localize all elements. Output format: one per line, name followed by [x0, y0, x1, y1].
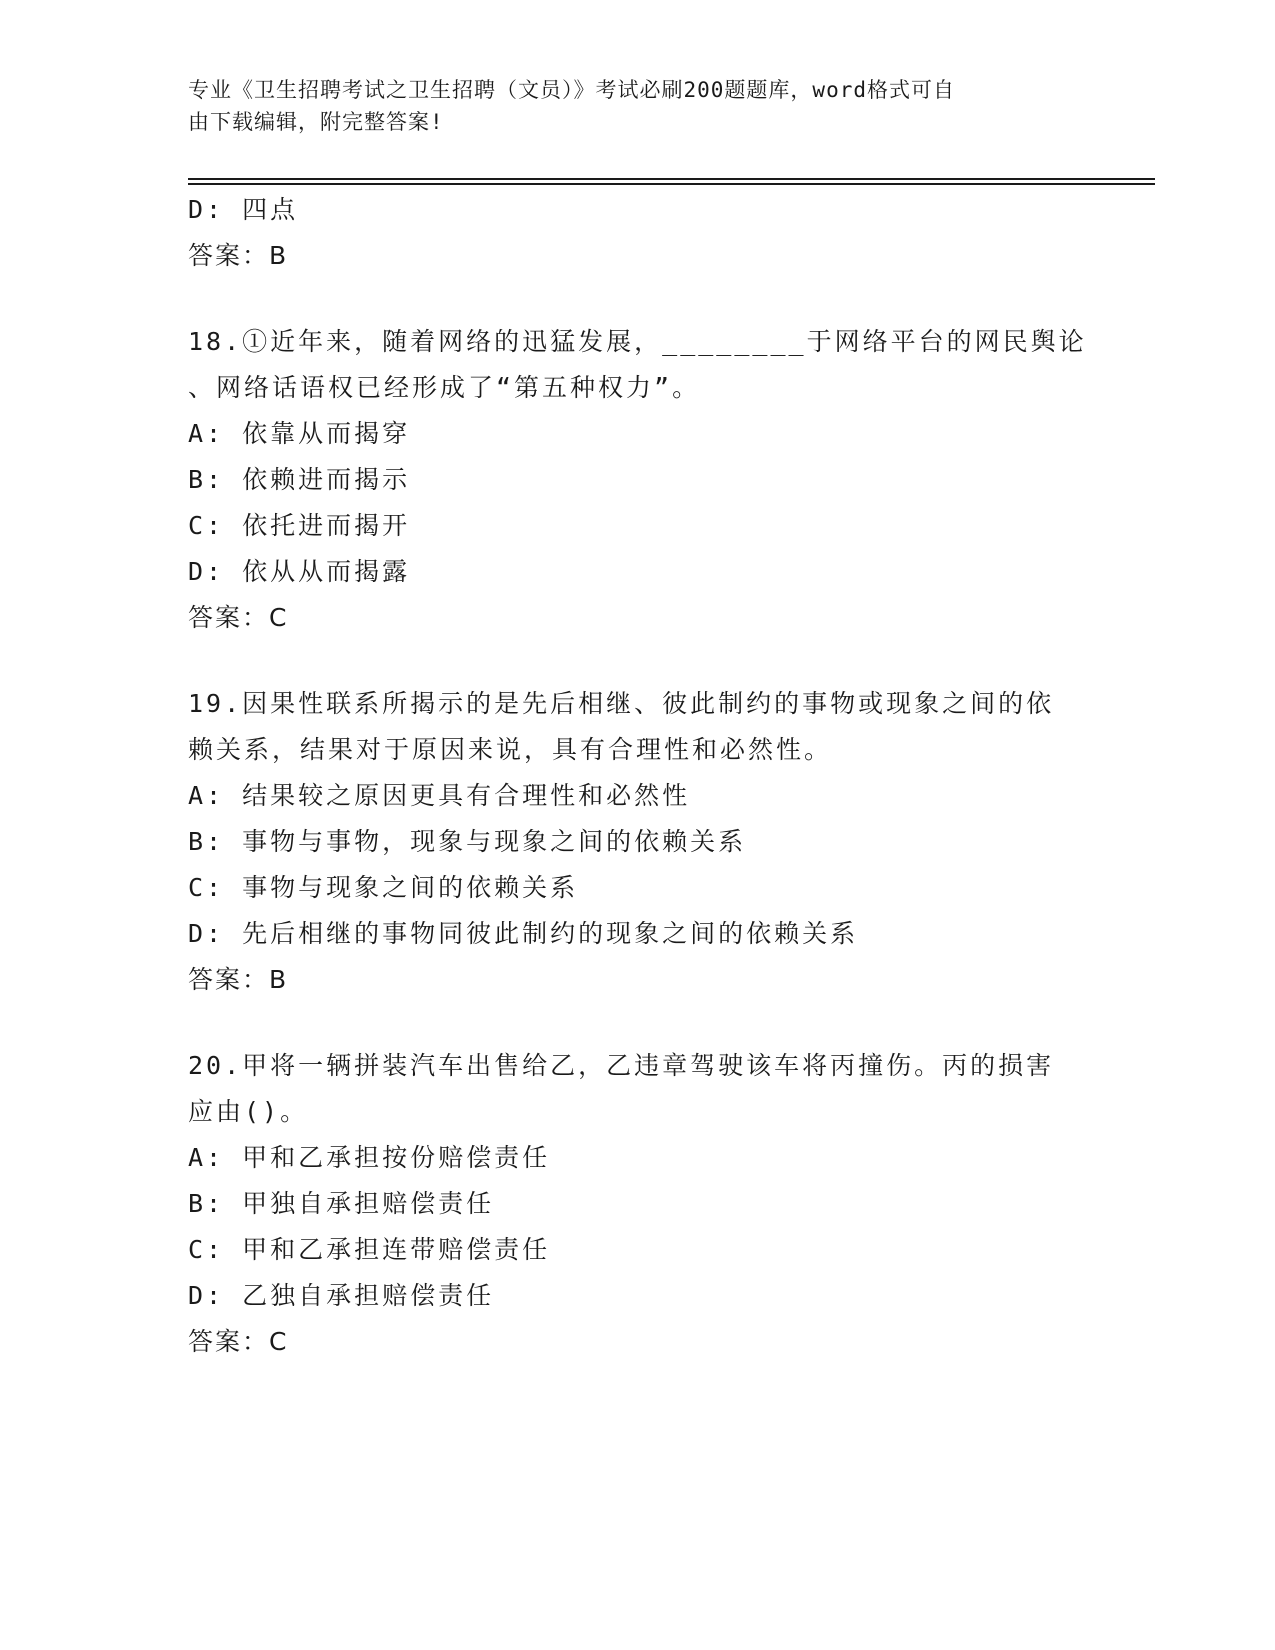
document-header [188, 74, 1088, 138]
option-a: A: 依靠从而揭穿 [188, 419, 411, 448]
question-18 [188, 319, 1088, 641]
answer [188, 1319, 1088, 1365]
answer [188, 957, 1088, 1003]
option-c: C: 甲和乙承担连带赔偿责任 [188, 1235, 551, 1264]
question-text-line: 20.甲将一辆拼装汽车出售给乙，乙违章驾驶该车将丙撞伤。丙的损害 [188, 1051, 1055, 1080]
option-b: B: 事物与事物，现象与现象之间的依赖关系 [188, 827, 747, 856]
header-rule-top [188, 178, 1155, 180]
option-a: A: 甲和乙承担按份赔偿责任 [188, 1143, 551, 1172]
question-text-line: 18.①近年来，随着网络的迅猛发展，________于网络平台的网民舆论 [188, 327, 1087, 356]
option-d: D: 先后相继的事物同彼此制约的现象之间的依赖关系 [188, 919, 859, 948]
answer-label: 答案： [188, 603, 270, 632]
answer-value: C [269, 1327, 288, 1356]
header-line-2: 由下载编辑，附完整答案! [188, 110, 444, 134]
answer-label: 答案： [188, 965, 270, 994]
option-c: C: 事物与现象之间的依赖关系 [188, 873, 579, 902]
option-d: D: 依从从而揭露 [188, 557, 411, 586]
header-line-1: 专业《卫生招聘考试之卫生招聘（文员）》考试必刷200题题库，word格式可自 [188, 78, 955, 102]
answer-value: B [269, 241, 288, 270]
question-19 [188, 681, 1088, 1003]
question-text-line: 赖关系，结果对于原因来说，具有合理性和必然性。 [188, 735, 833, 764]
option-b: B: 甲独自承担赔偿责任 [188, 1189, 495, 1218]
question-text-line: 应由()。 [188, 1097, 309, 1126]
option-c: C: 依托进而揭开 [188, 511, 411, 540]
answer-value: C [269, 603, 288, 632]
option-a: A: 结果较之原因更具有合理性和必然性 [188, 781, 691, 810]
answer-value: B [269, 965, 288, 994]
answer-label: 答案： [188, 1327, 270, 1356]
question-20 [188, 1043, 1088, 1365]
answer [188, 595, 1088, 641]
option-b: B: 依赖进而揭示 [188, 465, 411, 494]
question-text-line: 19.因果性联系所揭示的是先后相继、彼此制约的事物或现象之间的依 [188, 689, 1055, 718]
question-text-line: 、网络话语权已经形成了“第五种权力”。 [188, 373, 701, 402]
option-d-prev: D: 四点 [188, 195, 299, 224]
option-d: D: 乙独自承担赔偿责任 [188, 1281, 495, 1310]
header-rule-bottom [188, 183, 1155, 185]
answer-prev [188, 233, 1088, 279]
answer-label: 答案： [188, 241, 270, 270]
question-list [188, 187, 1088, 1365]
